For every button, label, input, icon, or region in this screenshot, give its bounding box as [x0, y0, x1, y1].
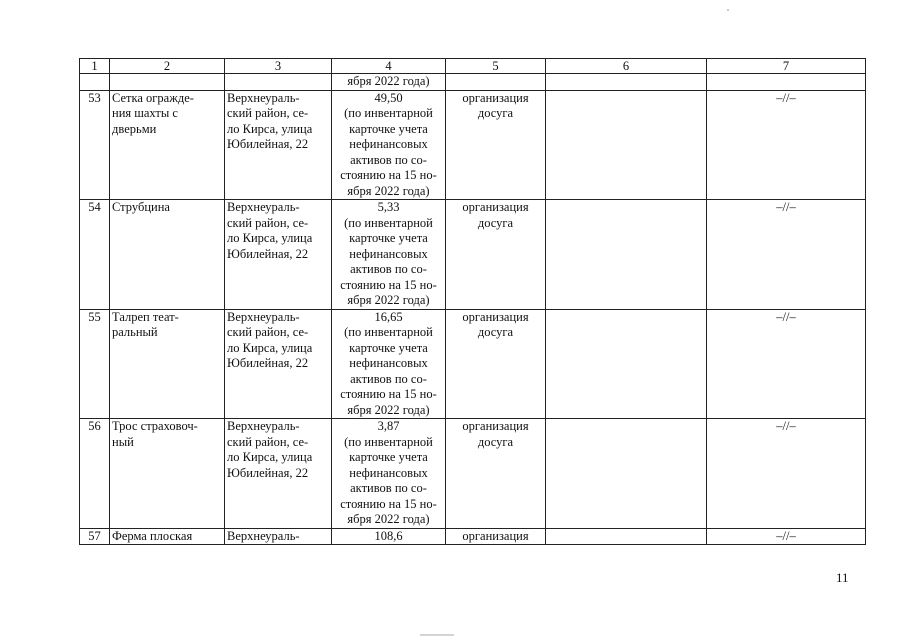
cell-purpose: организация [446, 528, 546, 545]
cell-value: 3,87 (по инвентарной карточке учета нефинансовых активов по со- стоянию на 15 но- ября 2022 года) [332, 419, 446, 529]
column-number: 5 [446, 59, 546, 74]
cell-purpose: организация досуга [446, 419, 546, 529]
cell-col6 [546, 74, 707, 91]
table-row [80, 309, 866, 419]
cell-value: 49,50 (по инвентарной карточке учета нефинансовых активов по со- стоянию на 15 но- ября 2022 года) [332, 90, 446, 200]
column-number-row [80, 59, 866, 74]
cell-col7: –//– [707, 309, 866, 419]
cell-address: Верхнеураль- ский район, се- ло Кирса, улица Юбилейная, 22 [225, 419, 332, 529]
cell-col6 [546, 309, 707, 419]
cell-col6 [546, 90, 707, 200]
cell-address: Верхнеураль- [225, 528, 332, 545]
page-number: 11 [836, 570, 849, 585]
column-number: 2 [110, 59, 225, 74]
table-row [80, 528, 866, 545]
column-number: 3 [225, 59, 332, 74]
cell-address: Верхнеураль- ский район, се- ло Кирса, улица Юбилейная, 22 [225, 200, 332, 310]
cell-name: Ферма плоская [110, 528, 225, 545]
cell-col7: –//– [707, 419, 866, 529]
table-row [80, 419, 866, 529]
column-number: 4 [332, 59, 446, 74]
cell-value: 108,6 [332, 528, 446, 545]
cell-purpose: организация досуга [446, 90, 546, 200]
cell-value: 5,33 (по инвентарной карточке учета нефинансовых активов по со- стоянию на 15 но- ября 2022 года) [332, 200, 446, 310]
column-number: 6 [546, 59, 707, 74]
cell-name [110, 74, 225, 91]
cell-address: Верхнеураль- ский район, се- ло Кирса, улица Юбилейная, 22 [225, 309, 332, 419]
table-row [80, 90, 866, 200]
table-row [80, 200, 866, 310]
cell-address [225, 74, 332, 91]
cell-value: ября 2022 года) [332, 74, 446, 91]
cell-num: 54 [80, 200, 110, 310]
cell-num [80, 74, 110, 91]
cell-num: 53 [80, 90, 110, 200]
cell-name: Трос страховоч- ный [110, 419, 225, 529]
cell-name: Талреп теат- ральный [110, 309, 225, 419]
cell-name: Сетка огражде- ния шахты с дверьми [110, 90, 225, 200]
cell-num: 55 [80, 309, 110, 419]
property-table [79, 58, 866, 545]
cell-value: 16,65 (по инвентарной карточке учета нефинансовых активов по со- стоянию на 15 но- ября 2022 года) [332, 309, 446, 419]
cell-address: Верхнеураль- ский район, се- ло Кирса, улица Юбилейная, 22 [225, 90, 332, 200]
cell-col6 [546, 528, 707, 545]
scan-artifact [727, 9, 729, 11]
cell-num: 57 [80, 528, 110, 545]
cell-purpose [446, 74, 546, 91]
cell-col7: –//– [707, 528, 866, 545]
column-number: 1 [80, 59, 110, 74]
cell-col7: –//– [707, 90, 866, 200]
cell-col7 [707, 74, 866, 91]
cell-col6 [546, 200, 707, 310]
cell-purpose: организация досуга [446, 309, 546, 419]
cell-purpose: организация досуга [446, 200, 546, 310]
column-number: 7 [707, 59, 866, 74]
cell-name: Струбцина [110, 200, 225, 310]
continuation-row [80, 74, 866, 91]
cell-col6 [546, 419, 707, 529]
scan-artifact [420, 634, 454, 636]
cell-col7: –//– [707, 200, 866, 310]
cell-num: 56 [80, 419, 110, 529]
